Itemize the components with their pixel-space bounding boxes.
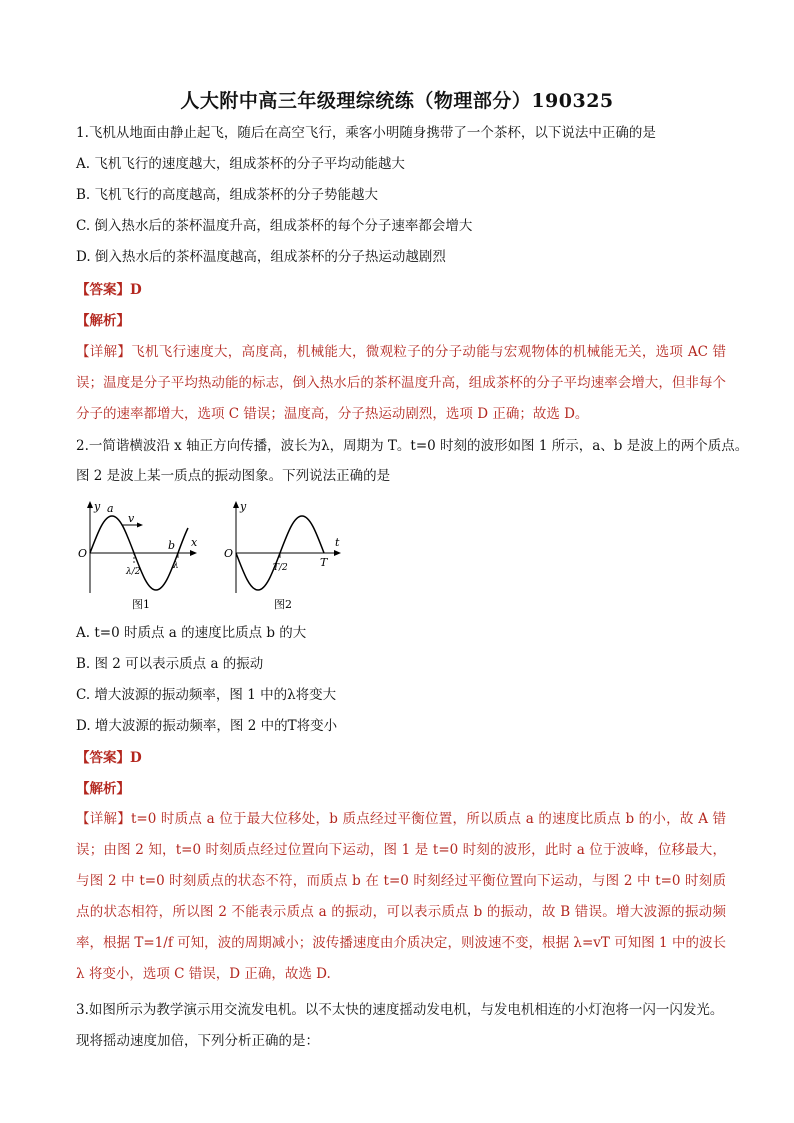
- fig1-point-a-label: a: [107, 502, 114, 515]
- fig2-half-period-label: T/2: [273, 563, 288, 573]
- q2-option-a: A. t=0 时质点 a 的速度比质点 b 的大: [76, 625, 307, 641]
- fig1-velocity-arrow-head: [137, 523, 143, 528]
- fig1-x-label: x: [191, 536, 198, 549]
- q2-option-d: D. 增大波源的振动频率，图 2 中的T将变小: [76, 718, 338, 734]
- document-title: 人大附中高三年级理综统练（物理部分）190325: [180, 90, 614, 112]
- q2-option-c: C. 增大波源的振动频率，图 1 中的λ将变大: [76, 687, 337, 703]
- fig1-y-arrow: [87, 501, 93, 508]
- q2-answer: 【答案】D: [76, 750, 142, 766]
- fig1-y-label: y: [94, 500, 101, 513]
- q2-option-b: B. 图 2 可以表示质点 a 的振动: [76, 656, 264, 672]
- q1-option-b: B. 飞机飞行的高度越高，组成茶杯的分子势能越大: [76, 187, 379, 203]
- fig2-y-arrow: [233, 501, 239, 508]
- fig1-caption: 图1: [132, 598, 150, 611]
- fig1-velocity-label: v: [128, 512, 135, 525]
- q1-analysis-label: 【解析】: [76, 313, 130, 329]
- figure-1: [78, 500, 198, 611]
- fig1-half-lambda-label: λ/2: [126, 567, 141, 577]
- fig2-period-label: T: [320, 556, 328, 569]
- question-3-stem-line1: 3.如图所示为教学演示用交流发电机。以不太快的速度摇动发电机，与发电机相连的小灯泡将一闪一闪发光。: [76, 1002, 724, 1018]
- q1-option-a: A. 飞机飞行的速度越大，组成茶杯的分子平均动能越大: [76, 156, 405, 172]
- figure-2: [224, 500, 341, 611]
- fig1-x-arrow: [190, 550, 197, 556]
- question-2-stem-line1: 2.一简谐横波沿 x 轴正方向传播，波长为λ，周期为 T。t=0 时刻的波形如图 1 所示，a、b 是波上的两个质点。: [76, 438, 749, 454]
- fig2-t-arrow: [334, 550, 341, 556]
- q1-answer: 【答案】D: [76, 282, 142, 298]
- fig1-lambda-label: λ: [173, 561, 179, 571]
- q2-detail: 【详解】t=0 时质点 a 位于最大位移处，b 质点经过平衡位置，所以质点 a 的速度比质点 b 的小，故 A 错误；由图 2 知，t=0 时刻质点经过位置向下运动，图 1 是 t=0 时刻的波形，此时 a 位于波峰，位移最大，与图 2 中 t=0 时刻质点的状态不符，而质点 b 在 t=0 时刻经过平衡位置向下运动，与图 2 中 t=0 时刻质点的状态相符，所以图 2 不能表示质点 a 的振动，可以表示质点 b 的振动，故 B 错误。增大波源的振动频率，根据 T=1/f 可知，波的周期减小；波传播速度由介质决定，则波速不变，根据 λ=vT 可知图 1 中的波长 λ 将变小，选项 C 错误，D 正确，故选 D.: [76, 811, 726, 982]
- fig2-y-label: y: [240, 500, 247, 513]
- wave-figures-svg: [76, 498, 356, 616]
- q1-option-d: D. 倒入热水后的茶杯温度越高，组成茶杯的分子热运动越剧烈: [76, 249, 446, 265]
- fig1-origin-label: O: [78, 547, 88, 560]
- wave-figures: [76, 498, 356, 616]
- q1-detail: 【详解】飞机飞行速度大，高度高，机械能大，微观粒子的分子动能与宏观物体的机械能无关，选项 AC 错误；温度是分子平均热动能的标志，倒入热水后的茶杯温度升高，组成茶杯的分子平均速率会增大，但非每个分子的速率都增大，选项 C 错误；温度高，分子热运动剧烈，选项 D 正确；故选 D。: [76, 344, 726, 422]
- q2-analysis-label: 【解析】: [76, 781, 130, 797]
- fig2-t-label: t: [335, 536, 340, 549]
- question-3-stem-line2: 现将摇动速度加倍，下列分析正确的是：: [76, 1033, 319, 1049]
- q1-option-c: C. 倒入热水后的茶杯温度升高，组成茶杯的每个分子速率都会增大: [76, 218, 473, 234]
- fig1-point-b-label: b: [168, 539, 176, 552]
- fig2-origin-label: O: [224, 547, 234, 560]
- question-2-stem-line2: 图 2 是波上某一质点的振动图象。下列说法正确的是: [76, 468, 391, 484]
- fig2-caption: 图2: [274, 598, 292, 611]
- question-1-stem: 1.飞机从地面由静止起飞，随后在高空飞行，乘客小明随身携带了一个茶杯，以下说法中正确的是: [76, 125, 656, 141]
